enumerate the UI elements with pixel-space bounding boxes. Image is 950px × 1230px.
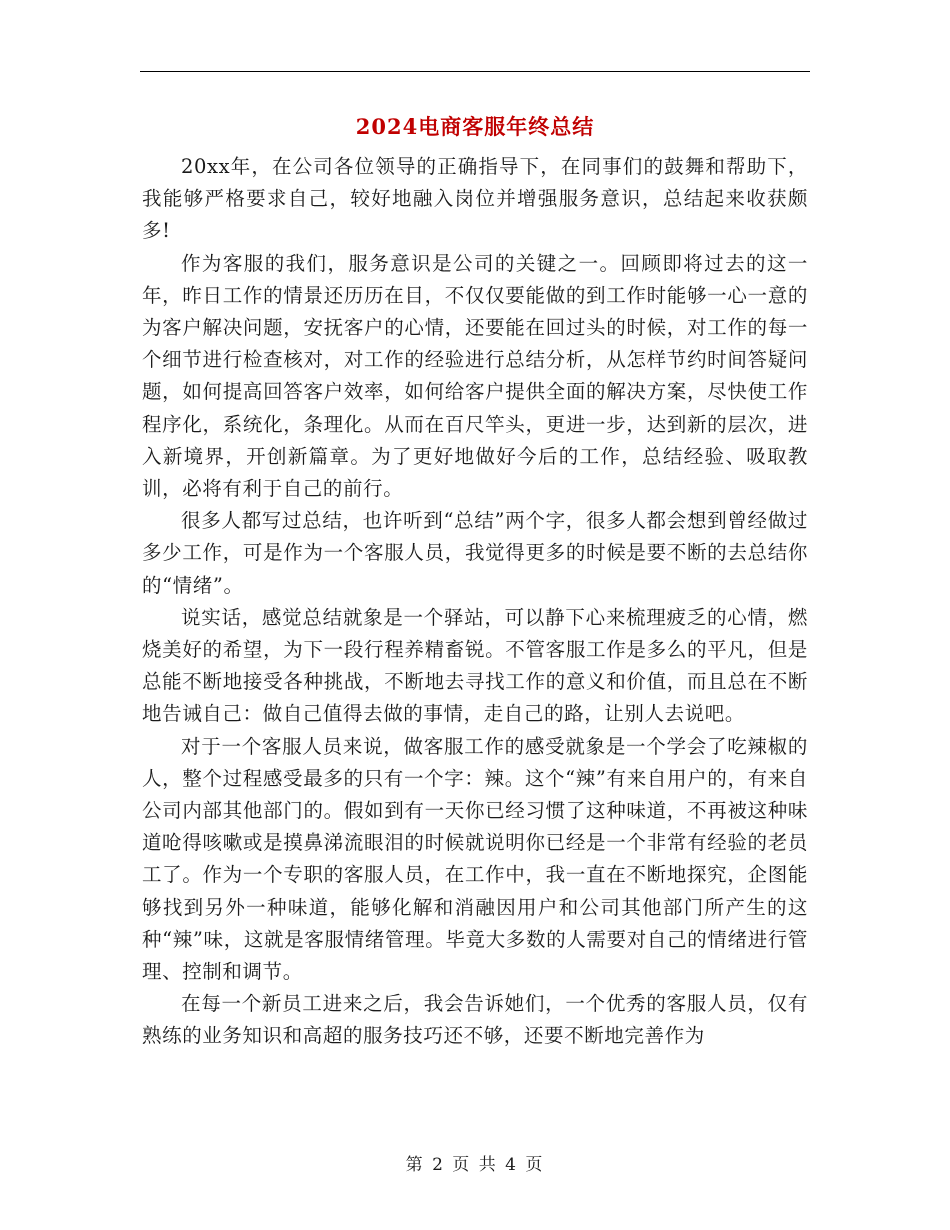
document-title: 2024电商客服年终总结 [355, 114, 595, 139]
paragraph: 很多人都写过总结，也许听到“总结”两个字，很多人都会想到曾经做过多少工作，可是作为一个客服人员，我觉得更多的时候是要不断的去总结你的“情绪”。 [142, 509, 808, 597]
paragraph: 20xx年，在公司各位领导的正确指导下，在同事们的鼓舞和帮助下，我能够严格要求自己，较好地融入岗位并增强服务意识，总结起来收获颇多! [142, 155, 808, 243]
page-number-footer: 第 2 页 共 4 页 [405, 1155, 545, 1175]
paragraph: 说实话，感觉总结就象是一个驿站，可以静下心来梳理疲乏的心情，燃烧美好的希望，为下一段行程养精畜锐。不管客服工作是多么的平凡，但是总能不断地接受各种挑战，不断地去寻找工作的意义和价值，而且总在不断地告诫自己：做自己值得去做的事情，走自己的路，让别人去说吧。 [142, 605, 808, 726]
document-body [142, 151, 808, 1053]
paragraph: 在每一个新员工进来之后，我会告诉她们，一个优秀的客服人员，仅有熟练的业务知识和高超的服务技巧还不够，还要不断地完善作为 [142, 992, 808, 1048]
paragraph: 作为客服的我们，服务意识是公司的关键之一。回顾即将过去的这一年，昨日工作的情景还历历在目，不仅仅要能做的到工作时能够一心一意的为客户解决问题，安抚客户的心情，还要能在回过头的时候，对工作的每一个细节进行检查核对，对工作的经验进行总结分析，从怎样节约时间答疑问题，如何提高回答客户效率，如何给客户提供全面的解决方案，尽快使工作程序化，系统化，条理化。从而在百尺竿头，更进一步，达到新的层次，进入新境界，开创新篇章。为了更好地做好今后的工作，总结经验、吸取教训，必将有利于自己的前行。 [142, 251, 808, 501]
paragraph: 对于一个客服人员来说，做客服工作的感受就象是一个学会了吃辣椒的人，整个过程感受最多的只有一个字：辣。这个“辣”有来自用户的，有来自公司内部其他部门的。假如到有一天你已经习惯了这种味道，不再被这种味道呛得咳嗽或是摸鼻涕流眼泪的时候就说明你已经是一个非常有经验的老员工了。作为一个专职的客服人员，在工作中，我一直在不断地探究，企图能够找到另外一种味道，能够化解和消融因用户和公司其他部门所产生的这种“辣”味，这就是客服情绪管理。毕竟大多数的人需要对自己的情绪进行管理、控制和调节。 [142, 734, 808, 984]
header-rule [140, 71, 810, 72]
